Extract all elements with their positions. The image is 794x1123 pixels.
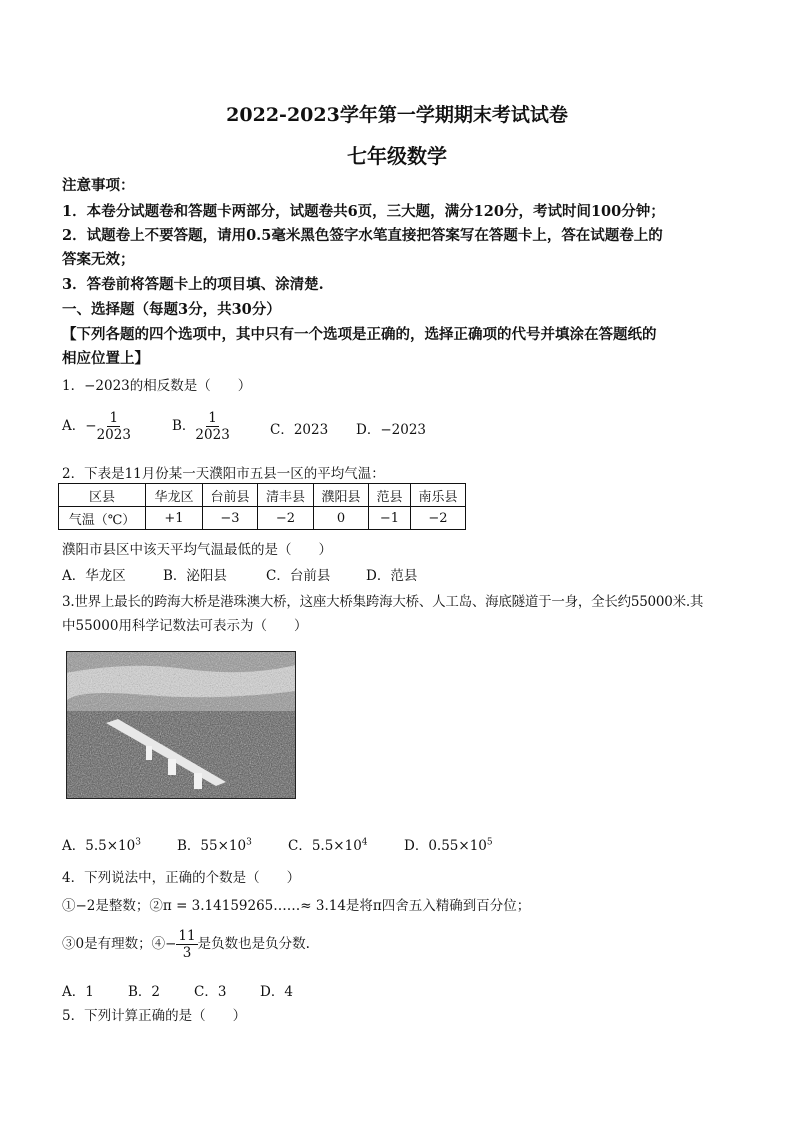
notice-item-1: 1．本卷分试题卷和答题卡两部分，试题卷共6页，三大题，满分120分，考试时间100分钟； — [62, 203, 665, 220]
section1-instruction-1: 【下列各题的四个选项中，其中只有一个选项是正确的，选择正确项的代号并填涂在答题纸的 — [62, 326, 657, 343]
q4-fraction-denominator: 3 — [182, 945, 192, 961]
q4-option-b: B．2 — [128, 984, 161, 1000]
section1-heading: 一、选择题（每题3分，共30分） — [62, 301, 281, 318]
exam-subtitle: 七年级数学 — [347, 144, 447, 168]
table-header-cell: 南乐县 — [411, 484, 466, 507]
q1-option-d: D．−2023 — [356, 422, 426, 438]
table-header-cell: 华龙区 — [146, 484, 203, 507]
q1-option-b-label: B． — [172, 418, 196, 434]
q3-option-c-exponent: 4 — [361, 837, 368, 848]
q3-stem-line1: 3.世界上最长的跨海大桥是港珠澳大桥，这座大桥集跨海大桥、人工岛、海底隧道于一身，全长约55000米.其 — [62, 594, 704, 610]
table-header-cell: 清丰县 — [258, 484, 314, 507]
table-header-row — [59, 484, 466, 507]
table-row — [59, 507, 466, 530]
q1-option-a-fraction — [97, 410, 131, 443]
q4-statement-line2 — [62, 928, 310, 961]
q4-fraction-numerator: 11 — [178, 928, 196, 944]
q4-statement-line1: ①−2是整数；②π = 3.14159265……≈ 3.14是将π四舍五入精确到百分位； — [62, 898, 531, 914]
q1-option-b — [172, 410, 230, 443]
q3-option-a-base: A．5.5×10 — [62, 838, 136, 854]
q4-option-d: D．4 — [260, 984, 293, 1000]
table-cell: +1 — [146, 507, 203, 530]
q4-statement-prefix: ③0是有理数；④− — [62, 936, 177, 952]
q3-stem-line2: 中55000用科学记数法可表示为（ ） — [62, 618, 308, 634]
q1-option-b-numerator: 1 — [208, 410, 217, 426]
q3-option-b-base: B．55×10 — [177, 838, 247, 854]
table-row-label: 气温（℃） — [59, 507, 146, 530]
q1-option-a-denominator: 2023 — [96, 427, 131, 443]
q4-option-c: C．3 — [194, 984, 227, 1000]
q4-statement-suffix: 是负数也是负分数. — [197, 936, 310, 952]
q1-option-b-fraction — [195, 410, 229, 443]
bridge-photo — [66, 651, 296, 799]
q3-option-b-exponent: 3 — [246, 837, 252, 848]
table-header-cell: 台前县 — [203, 484, 258, 507]
q3-option-c — [288, 834, 368, 854]
table-cell: −1 — [369, 507, 411, 530]
table-header-cell: 区县 — [59, 484, 146, 507]
q1-option-b-denominator: 2023 — [195, 427, 230, 443]
temperature-table — [58, 483, 466, 530]
q2-option-d: D．范县 — [366, 568, 418, 584]
q4-option-a: A．1 — [62, 984, 94, 1000]
q1-stem: 1．−2023的相反数是（ ） — [62, 378, 252, 394]
q1-option-c: C．2023 — [270, 422, 329, 438]
table-header-cell: 濮阳县 — [314, 484, 369, 507]
q1-option-a-numerator: 1 — [109, 410, 119, 426]
notice-item-3: 3．答卷前将答题卡上的项目填、涂清楚. — [62, 276, 324, 293]
q3-option-c-base: C．5.5×10 — [288, 838, 362, 854]
q3-option-b — [177, 834, 252, 854]
q2-option-a: A．华龙区 — [62, 568, 126, 584]
q2-question: 濮阳市县区中该天平均气温最低的是（ ） — [62, 542, 332, 558]
q4-stem: 4．下列说法中，正确的个数是（ ） — [62, 870, 301, 886]
table-cell: −3 — [203, 507, 258, 530]
q3-option-d-exponent: 5 — [486, 837, 493, 848]
section1-instruction-2: 相应位置上】 — [62, 350, 149, 367]
q3-option-d — [404, 834, 493, 854]
notice-heading: 注意事项： — [62, 177, 135, 194]
table-cell: −2 — [258, 507, 314, 530]
q3-option-a — [62, 834, 141, 854]
q3-option-d-base: D．0.55×10 — [404, 838, 487, 854]
q1-option-a-label: A．− — [62, 418, 97, 434]
q2-option-b: B．泌阳县 — [163, 568, 227, 584]
table-cell: 0 — [314, 507, 369, 530]
q3-option-a-exponent: 3 — [135, 837, 141, 848]
exam-title: 2022-2023学年第一学期期末考试试卷 — [226, 104, 568, 126]
q2-stem: 2．下表是11月份某一天濮阳市五县一区的平均气温： — [62, 466, 385, 482]
q2-option-c: C．台前县 — [266, 568, 331, 584]
table-header-cell: 范县 — [369, 484, 411, 507]
q4-fraction — [176, 928, 197, 961]
notice-item-2: 2．试题卷上不要答题，请用0.5毫米黑色签字水笔直接把答案写在答题卡上，答在试题卷上的 — [62, 227, 663, 244]
notice-item-2-cont: 答案无效； — [62, 251, 135, 268]
q1-option-a — [62, 410, 131, 443]
q5-stem: 5．下列计算正确的是（ ） — [62, 1008, 247, 1024]
table-cell: −2 — [411, 507, 466, 530]
